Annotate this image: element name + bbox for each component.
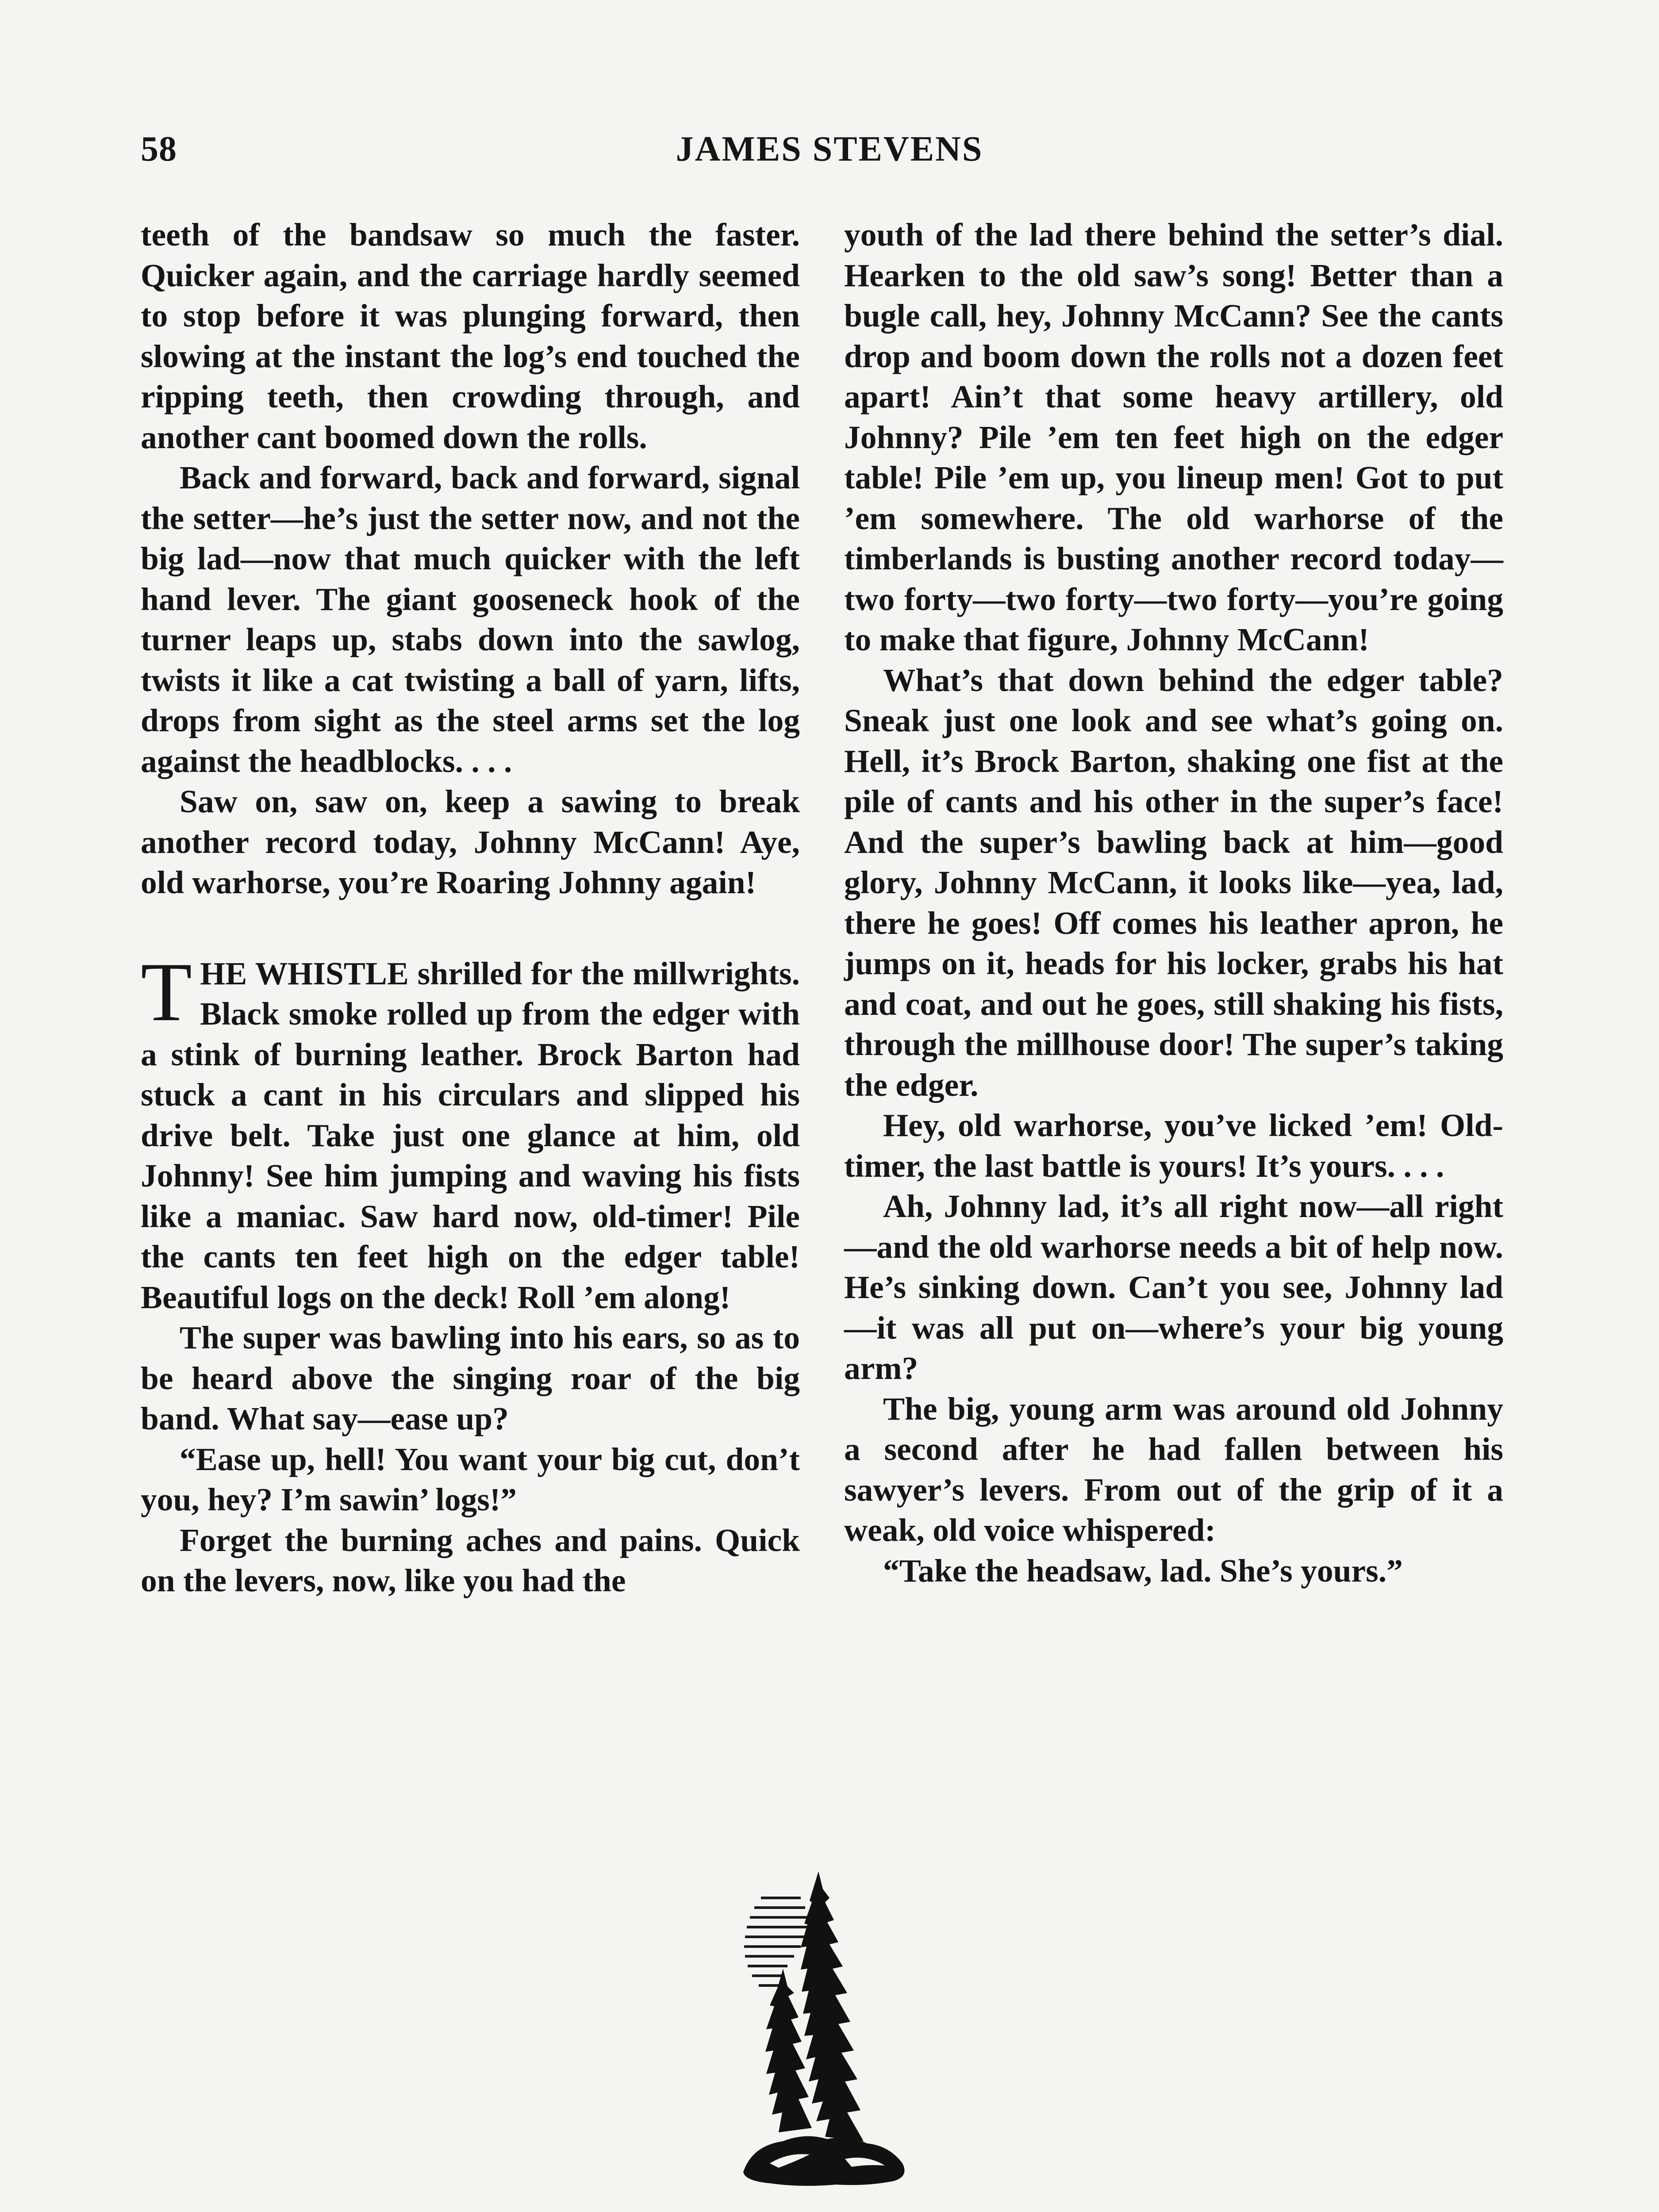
paragraph: “Take the headsaw, lad. She’s yours.” (883, 1552, 1403, 1589)
pine-trees-icon (734, 1871, 920, 2190)
paragraph: Forget the burning aches and pains. Quick on the levers, now, like you had the (141, 1522, 800, 1598)
paragraph: Back and forward, back and forward, signal the setter—he’s just the setter now, and not the big lad—now that much quicker with the left hand lever. The giant gooseneck hook of the turner leaps up, stabs down into the sawlog, twists it like a cat twisting a ball of yarn, lifts, drops from sight as the steel arms set the log against the headblocks. . . . (141, 460, 800, 779)
paragraph: “Ease up, hell! You want your big cut, don’t you, hey? I’m sawin’ logs!” (141, 1441, 800, 1517)
running-head: JAMES STEVENS (676, 130, 983, 169)
paragraph: What’s that down behind the edger table? Sneak just one look and see what’s going on. Hell, it’s Brock Barton, shaking one fist at the pile of cants and his other in the super’s face! And the super’s bawling back at him—good glory, Johnny McCann, it looks like—yea, lad, there he goes! Off comes his leather apron, he jumps on it, heads for his locker, grabs his hat and coat, and out he goes, still shaking his fists, through the millhouse door! The super’s taking the edger. (844, 662, 1503, 1103)
paragraph: Saw on, saw on, keep a sawing to break another record today, Johnny McCann! Aye, old warhorse, you’re Roaring Johnny again! (141, 783, 800, 900)
paragraph: The super was bawling into his ears, so as to be heard above the singing roar of the big band. What say—ease up? (141, 1320, 800, 1436)
section-start-text: HE WHISTLE shrilled for the millwrights. Black smoke rolled up from the edger with a stink of burning leather. Brock Barton had stuck a cant in his circulars and slipped his drive belt. Take just one glance at him, old Johnny! See him jumping and waving his fists like a maniac. Saw hard now, old-timer! Pile the cants ten feet high on the edger table! Beautiful logs on the deck! Roll ’em along! (141, 955, 800, 1315)
paragraph: teeth of the bandsaw so much the faster. Quicker again, and the carriage hardly seemed to stop before it was plunging forward, then slowing at the instant the log’s end touched the ripping teeth, then crowding through, and another cant boomed down the rolls. (141, 217, 800, 455)
left-column (141, 215, 800, 1601)
section-start-paragraph (141, 945, 800, 1318)
drop-cap: T (141, 945, 192, 1039)
paragraph: Hey, old warhorse, you’ve licked ’em! Old-timer, the last battle is yours! It’s yours. . . . (844, 1107, 1503, 1184)
paragraph: youth of the lad there behind the setter’s dial. Hearken to the old saw’s song! Better than a bugle call, hey, Johnny McCann? See the cants drop and boom down the rolls not a dozen feet apart! Ain’t that some heavy artillery, old Johnny? Pile ’em ten feet high on the edger table! Pile ’em up, you lineup men! Got to put ’em somewhere. The old warhorse of the timberlands is busting another record today—two forty—two forty—two forty—you’re going to make that figure, Johnny McCann! (844, 217, 1503, 657)
paragraph: Ah, Johnny lad, it’s all right now—all right—and the old warhorse needs a bit of help now. He’s sinking down. Can’t you see, Johnny lad—it was all put on—where’s your big young arm? (844, 1188, 1503, 1386)
right-column (844, 215, 1503, 1591)
paragraph: The big, young arm was around old Johnny a second after he had fallen between his sawyer’s levers. From out of the grip of it a weak, old voice whispered: (844, 1390, 1503, 1548)
page-number: 58 (141, 130, 177, 169)
